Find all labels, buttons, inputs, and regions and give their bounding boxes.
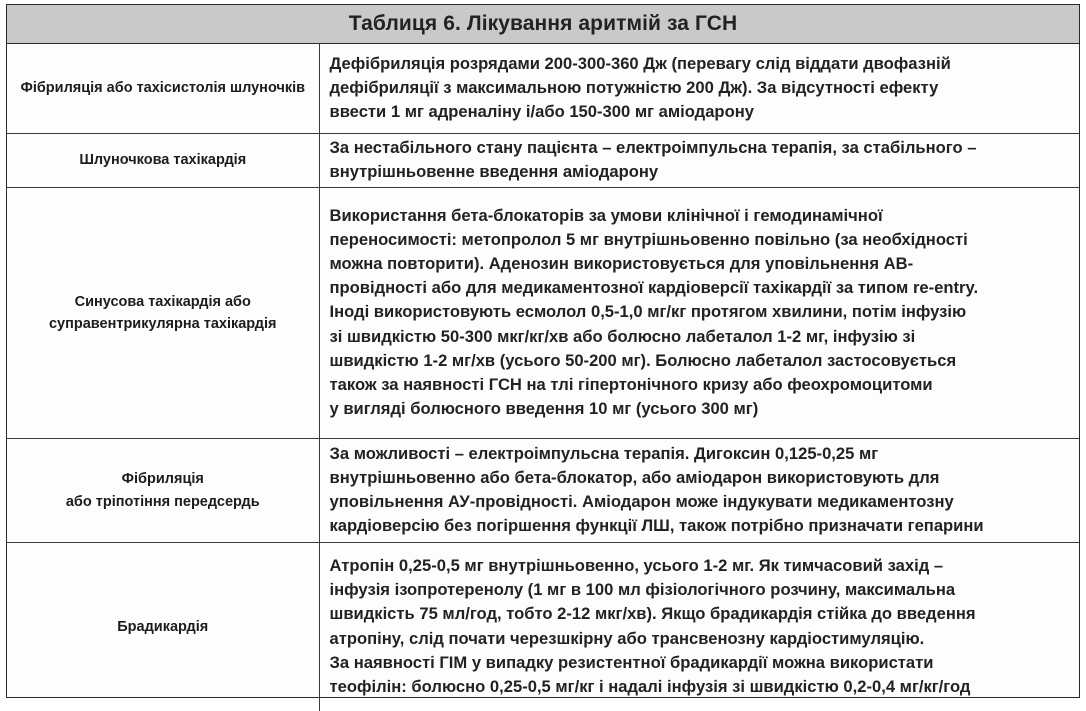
table-row [7, 134, 1079, 188]
table-row [7, 543, 1079, 711]
treatment-cell: За нестабільного стану пацієнта – електроімпульсна терапія, за стабільного – внутрішньовенне введення аміодарону [319, 134, 1079, 188]
table-row [7, 188, 1079, 439]
condition-cell: Фібриляція або тріпотіння передсердь [7, 439, 319, 543]
arrhythmia-treatment-table [7, 44, 1079, 711]
treatment-cell: За можливості – електроімпульсна терапія. Дигоксин 0,125-0,25 мг внутрішньовенно або бета-блокатор, або аміодарон використовують для уповільнення АУ-провідності. Аміодарон може індукувати медикаментозну кардіоверсію без погіршення функції ЛШ, також потрібно призначати гепарини [319, 439, 1079, 543]
treatment-cell: Атропін 0,25-0,5 мг внутрішньовенно, усього 1-2 мг. Як тимчасовий захід – інфузія ізопротеренолу (1 мг в 100 мл фізіологічного розчину, максимальна швидкість 75 мл/год, тобто 2-12 мкг/хв). Якщо брадикардія стійка до введення атропіну, слід почати черезшкірну або трансвенозну кардіостимуляцію. За наявності ГІМ у випадку резистентної брадикардії можна використати теофілін: болюсно 0,25-0,5 мг/кг і надалі інфузія зі швидкістю 0,2-0,4 мг/кг/год [319, 543, 1079, 711]
table-row [7, 44, 1079, 134]
condition-cell: Брадикардія [7, 543, 319, 711]
table-row [7, 439, 1079, 543]
treatment-cell: Дефібриляція розрядами 200-300-360 Дж (перевагу слід віддати двофазній дефібриляції з максимальною потужністю 200 Дж). За відсутності ефекту ввести 1 мг адреналіну і/або 150-300 мг аміодарону [319, 44, 1079, 134]
condition-cell: Синусова тахікардія або суправентрикулярна тахікардія [7, 188, 319, 439]
condition-cell: Фібриляція або тахісистолія шлуночків [7, 44, 319, 134]
condition-cell: Шлуночкова тахікардія [7, 134, 319, 188]
table-title: Таблиця 6. Лікування аритмій за ГСН [7, 5, 1079, 44]
arrhythmia-table-document [6, 4, 1080, 698]
treatment-cell: Використання бета-блокаторів за умови клінічної і гемодинамічної переносимості: метопролол 5 мг внутрішньовенно повільно (за необхідності можна повторити). Аденозин використовується для уповільнення АВ- провідності або для медикаментозної кардіоверсії тахікардії за типом re-entry. Іноді використовують есмолол 0,5-1,0 мг/кг протягом хвилини, потім інфузію зі швидкістю 50-300 мкг/кг/хв або болюсно лабеталол 1-2 мг, інфузію зі швидкістю 1-2 мг/хв (усього 50-200 мг). Болюсно лабеталол застосовується також за наявності ГСН на тлі гіпертонічного кризу або феохромоцитоми у вигляді болюсного введення 10 мг (усього 300 мг) [319, 188, 1079, 439]
